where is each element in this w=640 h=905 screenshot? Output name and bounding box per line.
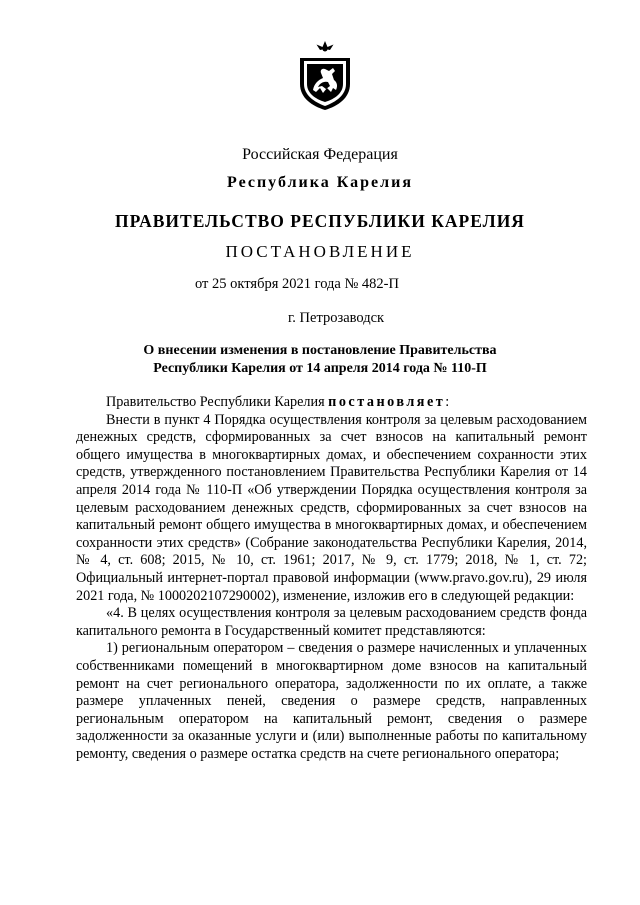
government-heading: ПРАВИТЕЛЬСТВО РЕСПУБЛИКИ КАРЕЛИЯ <box>115 211 525 231</box>
paragraph-intro-lead: Правительство Республики Карелия <box>106 394 329 410</box>
document-title-line-2: Республики Карелия от 14 апреля 2014 года № 110-П <box>153 361 487 376</box>
paragraph-subitem-1: 1) региональным оператором – сведения о размере начисленных и уплаченных собственниками помещений в многоквартирном доме взносов на капитальный ремонт на счет регионального оператора, задолженности по их оплате, а также размере уплаченных пеней, сведения о размере средств, направленных региональным оператором на капитальный ремонт, сведения о размере задолженности за оказанные услуги и (или) выполненные работы по капитальному ремонту, сведения о размере остатка средств на счете регионального оператора; <box>76 640 587 762</box>
document-date: от 25 октября 2021 года № 482-П <box>195 276 399 292</box>
document-type-heading: ПОСТАНОВЛЕНИЕ <box>225 242 415 261</box>
document-title <box>80 342 560 378</box>
document-city: г. Петрозаводск <box>288 310 385 326</box>
country-heading: Российская Федерация <box>242 146 398 163</box>
document-title-line-1: О внесении изменения в постановление Правительства <box>143 343 497 358</box>
coat-of-arms-icon <box>296 40 354 112</box>
resolves-word: постановляет <box>328 394 446 410</box>
document-body <box>76 394 587 763</box>
paragraph-amendment: Внести в пункт 4 Порядка осуществления контроля за целевым расходованием денежных средств, сформированных за счет взносов на капитальный ремонт общего имущества в многоквартирных домах, и обеспечением сохранности этих средств, утвержденного постановлением Правительства Республики Карелия от 14 апреля 2014 года № 110-П «Об утверждении Порядка осуществления контроля за целевым расходованием денежных средств, сформированных за счет взносов на капитальный ремонт общего имущества в многоквартирных домах, и обеспечением сохранности этих средств» (Собрание законодательства Республики Карелия, 2014, № 4, ст. 608; 2015, № 10, ст. 1961; 2017, № 9, ст. 1779; 2018, № 1, ст. 72; Официальный интернет-портал правовой информации (www.pravo.gov.ru), 29 июля 2021 года, № 1000202107290002), изменение, изложив его в следующей редакции: <box>76 411 587 604</box>
paragraph-intro-tail: : <box>445 394 450 410</box>
paragraph-intro <box>76 394 587 412</box>
republic-heading: Республика Карелия <box>227 174 413 191</box>
paragraph-item-4: «4. В целях осуществления контроля за целевым расходованием средств фонда капитального ремонта в Государственный комитет представляются: <box>76 605 587 639</box>
